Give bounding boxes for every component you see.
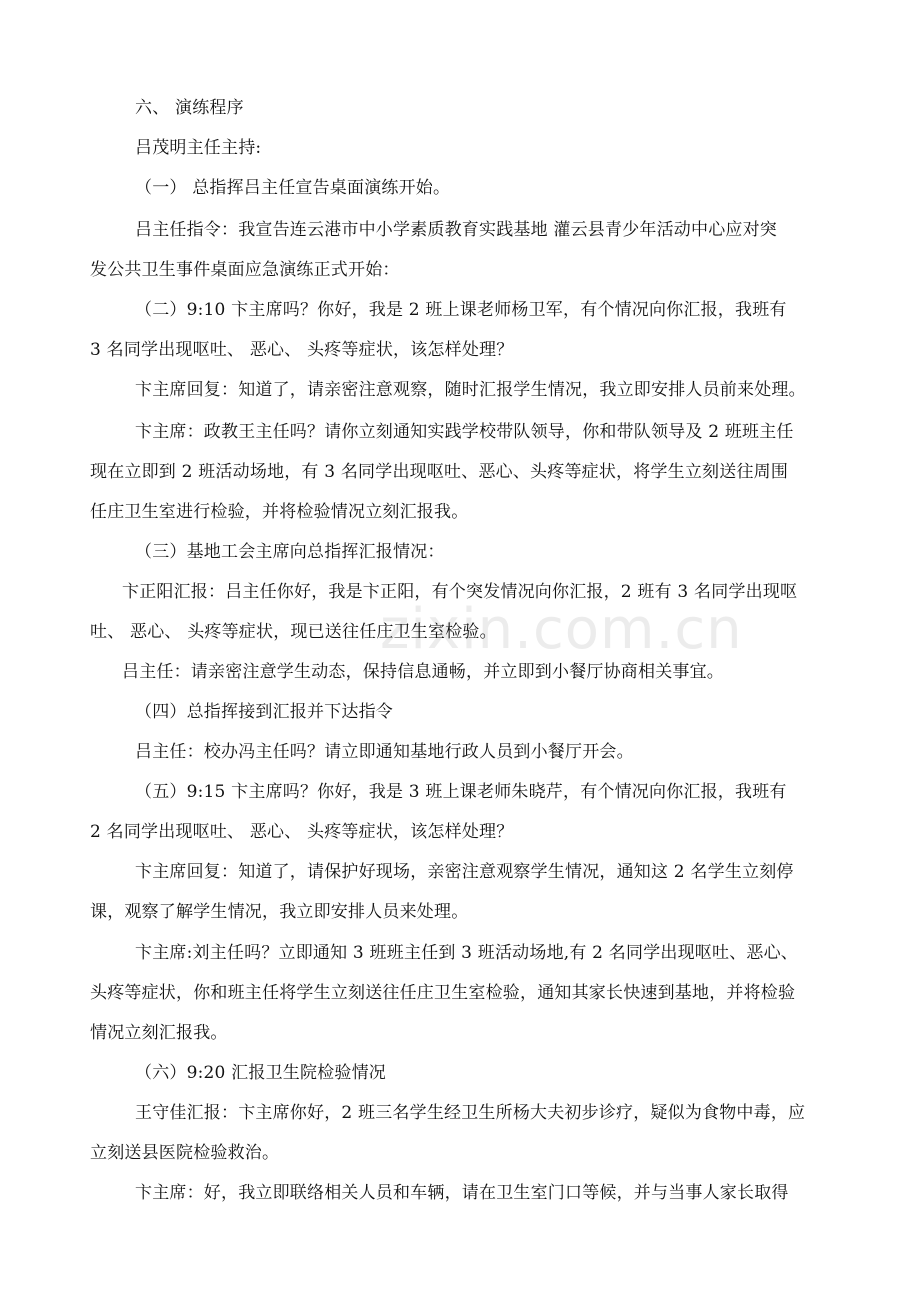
- section-heading: （六）9:20 汇报卫生院检验情况: [135, 1063, 386, 1083]
- paragraph-line: 卞主席回复：知道了，请保护好现场，亲密注意观察学生情况，通知这 2 名学生立刻停: [135, 862, 794, 882]
- paragraph-line: 立刻送县医院检验救治。: [90, 1143, 280, 1163]
- section-heading: 六、 演练程序: [135, 98, 244, 118]
- paragraph-line: 2 名同学出现呕吐、 恶心、 头疼等症状，该怎样处理？: [90, 822, 514, 842]
- paragraph-line: 吕主任指令：我宣告连云港市中小学素质教育实践基地 灌云县青少年活动中心应对突: [135, 220, 778, 240]
- section-heading: （四）总指挥接到汇报并下达指令: [135, 702, 393, 722]
- paragraph-line: 吕茂明主任主持:: [135, 138, 262, 158]
- paragraph-line: 卞正阳汇报：吕主任你好，我是卞正阳，有个突发情况向你汇报，2 班有 3 名同学出现呕: [122, 582, 798, 602]
- paragraph-line: 现在立即到 2 班活动场地，有 3 名同学出现呕吐、恶心、头疼等症状，将学生立刻送往周围: [90, 462, 789, 482]
- paragraph-line: 情况立刻汇报我。: [90, 1023, 228, 1043]
- paragraph-line: （五）9:15 卞主席吗？你好，我是 3 班上课老师朱晓芹，有个情况向你汇报，我班有: [135, 782, 787, 802]
- paragraph-line: 王守佳汇报：卞主席你好，2 班三名学生经卫生所杨大夫初步诊疗，疑似为食物中毒，应: [135, 1103, 806, 1123]
- paragraph-line: 卞主席：好，我立即联络相关人员和车辆，请在卫生室门口等候，并与当事人家长取得: [135, 1183, 789, 1203]
- paragraph-line: 卞主席：政教王主任吗？请你立刻通知实践学校带队领导，你和带队领导及 2 班班主任: [135, 422, 794, 442]
- paragraph-line: 吕主任：请亲密注意学生动态，保持信息通畅，并立即到小餐厅协商相关事宜。: [122, 662, 724, 682]
- paragraph-line: 课，观察了解学生情况，我立即安排人员来处理。: [90, 902, 469, 922]
- paragraph-line: 卞主席回复：知道了，请亲密注意观察，随时汇报学生情况，我立即安排人员前来处理。: [135, 380, 806, 400]
- paragraph-line: 头疼等症状，你和班主任将学生立刻送往任庄卫生室检验，通知其家长快速到基地，并将检验: [90, 983, 796, 1003]
- watermark: zixin.com.cn: [380, 597, 743, 662]
- paragraph-line: （一） 总指挥吕主任宣告桌面演练开始。: [135, 178, 451, 198]
- paragraph-line: 卞主席:刘主任吗？立即通知 3 班班主任到 3 班活动场地,有 2 名同学出现呕吐、恶心、: [135, 943, 799, 963]
- paragraph-line: （二）9:10 卞主席吗？你好，我是 2 班上课老师杨卫军，有个情况向你汇报，我班有: [135, 300, 787, 320]
- section-heading: （三）基地工会主席向总指挥汇报情况：: [135, 542, 445, 562]
- paragraph-line: 3 名同学出现呕吐、 恶心、 头疼等症状，该怎样处理？: [90, 340, 514, 360]
- paragraph-line: 吕主任：校办冯主任吗？请立即通知基地行政人员到小餐厅开会。: [135, 742, 634, 762]
- paragraph-line: 吐、 恶心、 头疼等症状，现已送往任庄卫生室检验。: [90, 622, 497, 642]
- paragraph-line: 发公共卫生事件桌面应急演练正式开始：: [90, 260, 400, 280]
- paragraph-line: 任庄卫生室进行检验，并将检验情况立刻汇报我。: [90, 502, 469, 522]
